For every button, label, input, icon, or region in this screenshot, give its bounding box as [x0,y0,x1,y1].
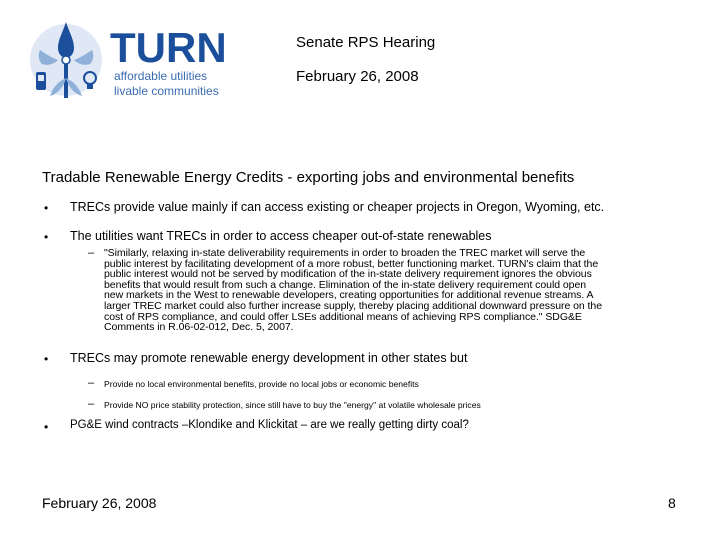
quote-line: public interest by facilitating development of a more robust, better functioning market. TURN's claim that the [104,257,599,270]
header-title: Senate RPS Hearing [296,34,436,51]
quote-line: Comments in R.06-02-012, Dec. 5, 2007. [104,321,294,334]
bullet-marker: • [44,352,49,366]
footer-date: February 26, 2008 [42,495,157,511]
bullet-marker: • [44,420,49,434]
quote-line: larger TREC market could also further increase supply, thereby placing additional downward pressure on the [104,299,602,312]
quote-line: cost of RPS compliance, and could offer LSEs additional means of achieving RPS compliance." SDG&E [104,310,582,323]
header-date: February 26, 2008 [296,68,419,85]
bullet-marker: • [44,201,49,215]
bullet-text: The utilities want TRECs in order to access cheaper out-of-state renewables [70,229,492,243]
sub-dash-marker: – [88,247,95,259]
quote-block [104,248,684,333]
logo-tagline-1: affordable utilities [114,69,208,83]
quote-line: new markets in the West to renewable developers, creating opportunities for additional revenue streams. A [104,289,594,302]
sub-point-text: Provide no local environmental benefits, provide no local jobs or economic benefits [104,379,419,389]
logo-graphic-icon [28,14,248,106]
bullet-marker: • [44,230,49,244]
sub-point-text: Provide NO price stability protection, since still have to buy the "energy" at volatile wholesale prices [104,400,481,410]
sub-dash-marker: – [88,377,95,389]
quote-line: public interest would not be served by modification of the in-state delivery requirement ignores the obvious [104,268,592,281]
turn-logo [28,14,248,106]
bullet-text: TRECs may promote renewable energy development in other states but [70,351,468,365]
page-number: 8 [668,495,676,511]
logo-wordmark: TURN [110,24,227,71]
bullet-text: TRECs provide value mainly if can access existing or cheaper projects in Oregon, Wyoming, etc. [70,200,605,214]
quote-line: benefits that would result from such a change. Elimination of the in-state delivery requirement could open [104,278,587,291]
quote-line: "Similarly, relaxing in-state deliverability requirements in order to broaden the TREC market will serve the [104,247,586,259]
logo-tagline-2: livable communities [114,84,219,98]
bullet-text: PG&E wind contracts –Klondike and Klickitat – are we really getting dirty coal? [70,419,469,431]
slide-title: Tradable Renewable Energy Credits - exporting jobs and environmental benefits [42,169,575,186]
sub-dash-marker: – [88,398,95,410]
